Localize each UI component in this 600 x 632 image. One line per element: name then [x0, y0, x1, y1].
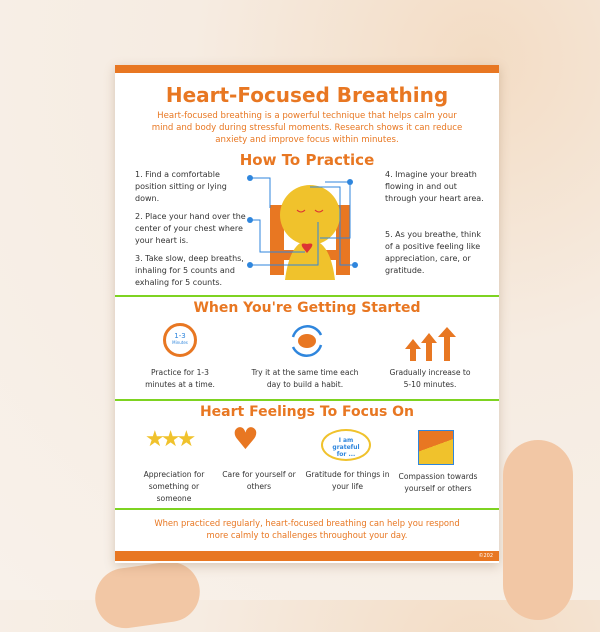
infographic-sheet [115, 65, 499, 563]
started-item-3: Gradually increase to 5-10 minutes. [389, 368, 471, 389]
started-item-1: Practice for 1-3 minutes at a time. [145, 368, 215, 389]
breathing-figure-illustration [245, 170, 375, 280]
step-4: 4. Imagine your breath flowing in and out through your heart area. [385, 170, 484, 203]
left-hand [91, 558, 203, 632]
brain-cycle-icon [287, 323, 327, 359]
step-3: 3. Take slow, deep breaths, inhaling for 5 counts and exhaling for 5 counts. [135, 254, 244, 287]
footer-line: more calmly to challenges throughout your day. [206, 530, 408, 540]
stars-icon: ★★★ [145, 427, 193, 452]
handshake-icon [418, 430, 454, 465]
practice-heading: How To Practice [239, 151, 375, 169]
feeling-item-1: Appreciation for something or someone [143, 470, 205, 503]
divider [115, 508, 499, 510]
increase-arrows-icon [405, 327, 457, 363]
copyright-text: ©202 [478, 553, 493, 559]
divider [115, 399, 499, 401]
footer-text [115, 517, 499, 541]
feelings-heading: Heart Feelings To Focus On [199, 404, 415, 420]
started-heading: When You're Getting Started [193, 300, 421, 316]
intro-line: anxiety and improve focus within minutes. [215, 135, 399, 145]
gratitude-bubble-icon: I am grateful for ... [321, 429, 371, 461]
top-bar [115, 65, 499, 73]
started-item-2: Try it at the same time each day to build a habit. [251, 368, 359, 389]
intro-line: mind and body during stressful moments. Research shows it can reduce [151, 123, 463, 133]
timer-unit: Minutes [172, 340, 188, 345]
divider [115, 295, 499, 297]
timer-value: 1-3 [174, 332, 186, 340]
bottom-bar [115, 551, 499, 561]
feeling-item-3: Gratitude for things in your life [305, 470, 390, 491]
intro-line: Heart-focused breathing is a powerful technique that helps calm your [157, 111, 457, 121]
page-title: Heart-Focused Breathing [165, 83, 449, 107]
step-2: 2. Place your hand over the center of your chest where your heart is. [135, 212, 246, 245]
feeling-item-2: Care for yourself or others [222, 470, 296, 491]
intro-text [115, 110, 499, 146]
timer-icon [163, 323, 197, 357]
step-1: 1. Find a comfortable position sitting or lying down. [135, 170, 227, 203]
heart-icon: ♥ [232, 422, 259, 457]
footer-line: When practiced regularly, heart-focused breathing can help you respond [154, 518, 460, 528]
step-5: 5. As you breathe, think of a positive feeling like appreciation, care, or gratitude. [385, 230, 481, 275]
right-hand [503, 440, 573, 620]
feeling-item-4: Compassion towards yourself or others [398, 472, 478, 493]
